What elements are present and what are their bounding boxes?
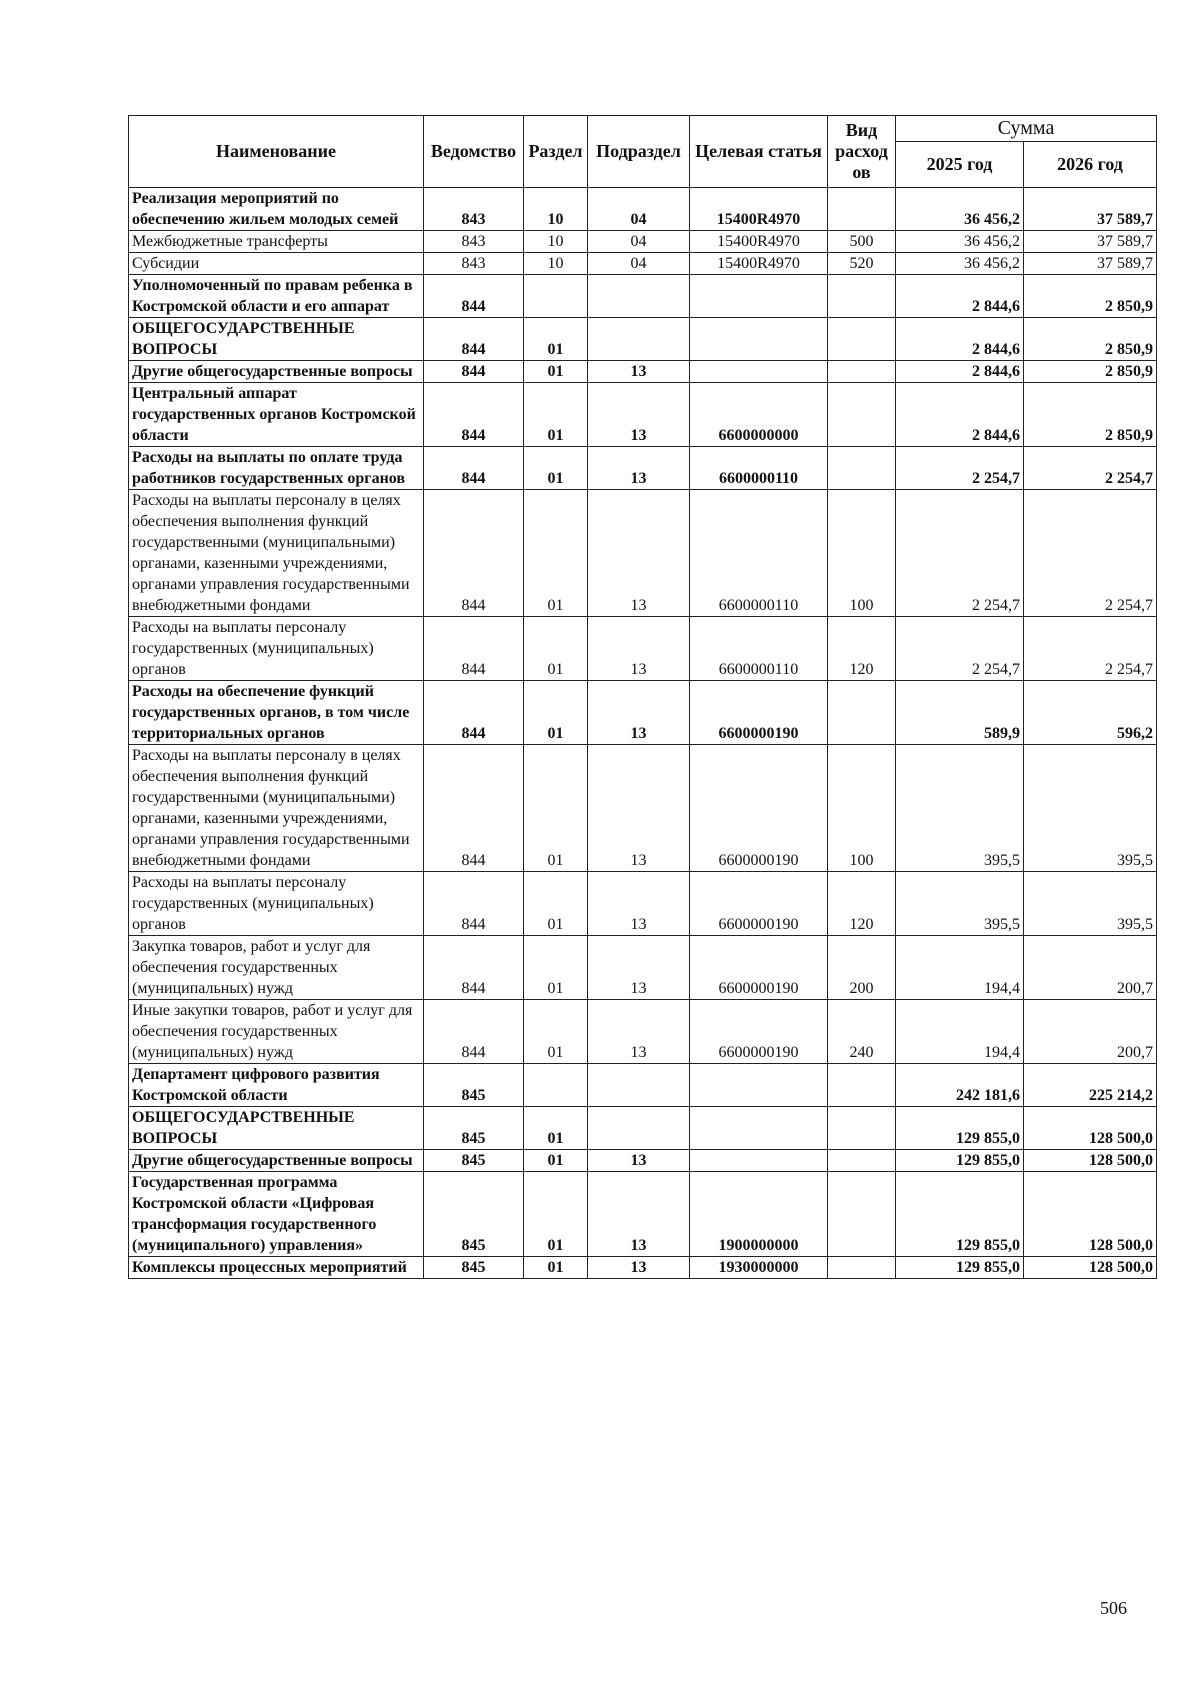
cell-section: [524, 275, 588, 318]
table-row: [129, 1000, 1157, 1064]
cell-name: Государственная программа Костромской области «Цифровая трансформация государственного (муниципального) управления»: [129, 1172, 424, 1257]
cell-dept: 845: [424, 1107, 524, 1150]
cell-section: 01: [524, 681, 588, 745]
cell-sum-2026: 128 500,0: [1024, 1172, 1157, 1257]
table-row: [129, 1150, 1157, 1172]
cell-sum-2026: 2 850,9: [1024, 275, 1157, 318]
cell-subsection: 04: [588, 231, 690, 253]
cell-expense-type: 500: [828, 231, 896, 253]
cell-target: 1900000000: [690, 1172, 828, 1257]
cell-sum-2026: 225 214,2: [1024, 1064, 1157, 1107]
table-row: [129, 1257, 1157, 1279]
cell-sum-2026: 37 589,7: [1024, 188, 1157, 231]
cell-section: 01: [524, 617, 588, 681]
cell-name: Расходы на выплаты по оплате труда работников государственных органов: [129, 447, 424, 490]
cell-expense-type: 200: [828, 936, 896, 1000]
cell-sum-2026: 37 589,7: [1024, 253, 1157, 275]
cell-section: 01: [524, 936, 588, 1000]
cell-sum-2025: 2 254,7: [896, 447, 1024, 490]
cell-sum-2026: 2 254,7: [1024, 617, 1157, 681]
cell-name: Комплексы процессных мероприятий: [129, 1257, 424, 1279]
cell-name: Расходы на выплаты персоналу государственных (муниципальных) органов: [129, 872, 424, 936]
header-section: Раздел: [524, 116, 588, 188]
cell-name: ОБЩЕГОСУДАРСТВЕННЫЕ ВОПРОСЫ: [129, 318, 424, 361]
cell-dept: 844: [424, 383, 524, 447]
header-year-2025: 2025 год: [896, 142, 1024, 188]
table-row: [129, 383, 1157, 447]
cell-target: 6600000110: [690, 617, 828, 681]
cell-sum-2025: 129 855,0: [896, 1172, 1024, 1257]
cell-sum-2025: 2 254,7: [896, 490, 1024, 617]
cell-section: 10: [524, 253, 588, 275]
cell-target: [690, 1150, 828, 1172]
cell-name: Межбюджетные трансферты: [129, 231, 424, 253]
table-header: [129, 116, 1157, 188]
cell-target: 6600000110: [690, 447, 828, 490]
cell-dept: 843: [424, 188, 524, 231]
cell-section: 01: [524, 490, 588, 617]
cell-name: Уполномоченный по правам ребенка в Костромской области и его аппарат: [129, 275, 424, 318]
table-row: [129, 275, 1157, 318]
cell-sum-2026: 2 254,7: [1024, 490, 1157, 617]
table-row: [129, 745, 1157, 872]
cell-target: 6600000190: [690, 681, 828, 745]
cell-target: [690, 361, 828, 383]
cell-expense-type: 100: [828, 490, 896, 617]
header-name: Наименование: [129, 116, 424, 188]
cell-subsection: [588, 1107, 690, 1150]
table-row: [129, 361, 1157, 383]
cell-dept: 844: [424, 681, 524, 745]
cell-target: 1930000000: [690, 1257, 828, 1279]
cell-dept: 844: [424, 361, 524, 383]
cell-sum-2026: 200,7: [1024, 936, 1157, 1000]
cell-expense-type: 240: [828, 1000, 896, 1064]
cell-section: 01: [524, 318, 588, 361]
cell-subsection: 13: [588, 1150, 690, 1172]
cell-name: Реализация мероприятий по обеспечению жильем молодых семей: [129, 188, 424, 231]
cell-expense-type: [828, 1172, 896, 1257]
cell-section: 01: [524, 1000, 588, 1064]
cell-dept: 844: [424, 617, 524, 681]
table-row: [129, 253, 1157, 275]
cell-target: 6600000190: [690, 1000, 828, 1064]
cell-dept: 845: [424, 1172, 524, 1257]
cell-sum-2025: 36 456,2: [896, 253, 1024, 275]
cell-subsection: 04: [588, 188, 690, 231]
table-row: [129, 231, 1157, 253]
cell-target: 6600000190: [690, 872, 828, 936]
header-expense-type: Вид расход ов: [828, 116, 896, 188]
cell-subsection: 13: [588, 447, 690, 490]
cell-sum-2025: 194,4: [896, 936, 1024, 1000]
header-sum: Сумма: [896, 116, 1157, 142]
cell-sum-2025: 395,5: [896, 745, 1024, 872]
cell-name: Департамент цифрового развития Костромской области: [129, 1064, 424, 1107]
cell-section: 01: [524, 745, 588, 872]
cell-dept: 844: [424, 490, 524, 617]
cell-dept: 844: [424, 872, 524, 936]
table-body: [129, 188, 1157, 1279]
cell-target: 6600000110: [690, 490, 828, 617]
cell-subsection: [588, 318, 690, 361]
cell-subsection: 13: [588, 872, 690, 936]
cell-section: 10: [524, 188, 588, 231]
cell-target: 6600000190: [690, 745, 828, 872]
cell-name: Расходы на выплаты персоналу в целях обеспечения выполнения функций государственными (муниципальными) органами, казенными учреждениями, органами управления государственными внебюджетными фондами: [129, 745, 424, 872]
cell-subsection: 04: [588, 253, 690, 275]
cell-target: 6600000190: [690, 936, 828, 1000]
cell-subsection: 13: [588, 383, 690, 447]
cell-dept: 844: [424, 1000, 524, 1064]
cell-target: [690, 1107, 828, 1150]
cell-target: 15400R4970: [690, 231, 828, 253]
cell-name: Расходы на выплаты персоналу государственных (муниципальных) органов: [129, 617, 424, 681]
table-row: [129, 617, 1157, 681]
cell-section: 01: [524, 383, 588, 447]
page-number: 506: [1100, 1598, 1127, 1618]
cell-sum-2025: 194,4: [896, 1000, 1024, 1064]
cell-name: Другие общегосударственные вопросы: [129, 1150, 424, 1172]
cell-dept: 844: [424, 447, 524, 490]
cell-expense-type: [828, 681, 896, 745]
cell-expense-type: [828, 1107, 896, 1150]
cell-expense-type: [828, 318, 896, 361]
table-row: [129, 188, 1157, 231]
cell-sum-2025: 2 254,7: [896, 617, 1024, 681]
header-dept: Ведомство: [424, 116, 524, 188]
cell-name: ОБЩЕГОСУДАРСТВЕННЫЕ ВОПРОСЫ: [129, 1107, 424, 1150]
cell-sum-2026: 128 500,0: [1024, 1257, 1157, 1279]
cell-subsection: 13: [588, 490, 690, 617]
cell-expense-type: 100: [828, 745, 896, 872]
cell-sum-2026: 596,2: [1024, 681, 1157, 745]
cell-sum-2025: 395,5: [896, 872, 1024, 936]
cell-sum-2025: 2 844,6: [896, 383, 1024, 447]
table-row: [129, 490, 1157, 617]
cell-sum-2026: 395,5: [1024, 745, 1157, 872]
cell-subsection: 13: [588, 617, 690, 681]
cell-name: Другие общегосударственные вопросы: [129, 361, 424, 383]
cell-dept: 844: [424, 745, 524, 872]
header-target: Целевая статья: [690, 116, 828, 188]
cell-sum-2026: 128 500,0: [1024, 1107, 1157, 1150]
cell-section: 01: [524, 361, 588, 383]
cell-sum-2025: 242 181,6: [896, 1064, 1024, 1107]
cell-name: Расходы на выплаты персоналу в целях обеспечения выполнения функций государственными (муниципальными) органами, казенными учреждениями, органами управления государственными внебюджетными фондами: [129, 490, 424, 617]
cell-sum-2025: 2 844,6: [896, 361, 1024, 383]
cell-sum-2026: 2 850,9: [1024, 383, 1157, 447]
header-subsection: Подраздел: [588, 116, 690, 188]
cell-sum-2026: 395,5: [1024, 872, 1157, 936]
cell-subsection: 13: [588, 1172, 690, 1257]
cell-section: 01: [524, 447, 588, 490]
cell-sum-2025: 2 844,6: [896, 275, 1024, 318]
cell-dept: 843: [424, 253, 524, 275]
cell-sum-2026: 200,7: [1024, 1000, 1157, 1064]
cell-sum-2025: 129 855,0: [896, 1107, 1024, 1150]
cell-expense-type: [828, 1064, 896, 1107]
table-row: [129, 936, 1157, 1000]
cell-target: [690, 275, 828, 318]
cell-expense-type: [828, 361, 896, 383]
cell-name: Расходы на обеспечение функций государственных органов, в том числе территориальных органов: [129, 681, 424, 745]
cell-target: 15400R4970: [690, 253, 828, 275]
table-row: [129, 1172, 1157, 1257]
cell-sum-2026: 2 850,9: [1024, 318, 1157, 361]
cell-subsection: [588, 275, 690, 318]
cell-sum-2026: 128 500,0: [1024, 1150, 1157, 1172]
cell-subsection: 13: [588, 361, 690, 383]
cell-dept: 844: [424, 275, 524, 318]
cell-expense-type: [828, 188, 896, 231]
cell-section: 01: [524, 872, 588, 936]
cell-sum-2025: 2 844,6: [896, 318, 1024, 361]
cell-target: 15400R4970: [690, 188, 828, 231]
table-row: [129, 1064, 1157, 1107]
cell-dept: 844: [424, 318, 524, 361]
table-row: [129, 1107, 1157, 1150]
cell-name: Центральный аппарат государственных органов Костромской области: [129, 383, 424, 447]
cell-dept: 845: [424, 1064, 524, 1107]
cell-subsection: 13: [588, 1000, 690, 1064]
cell-name: Субсидии: [129, 253, 424, 275]
cell-section: 01: [524, 1150, 588, 1172]
budget-table: [128, 115, 1157, 1279]
cell-sum-2026: 2 254,7: [1024, 447, 1157, 490]
cell-dept: 843: [424, 231, 524, 253]
cell-section: 01: [524, 1107, 588, 1150]
table-row: [129, 681, 1157, 745]
cell-section: [524, 1064, 588, 1107]
cell-dept: 845: [424, 1150, 524, 1172]
cell-section: 01: [524, 1257, 588, 1279]
cell-target: [690, 318, 828, 361]
cell-expense-type: 120: [828, 872, 896, 936]
cell-target: [690, 1064, 828, 1107]
cell-target: 6600000000: [690, 383, 828, 447]
cell-expense-type: [828, 1150, 896, 1172]
cell-dept: 845: [424, 1257, 524, 1279]
cell-expense-type: [828, 1257, 896, 1279]
cell-subsection: [588, 1064, 690, 1107]
table-row: [129, 872, 1157, 936]
cell-subsection: 13: [588, 745, 690, 872]
cell-subsection: 13: [588, 1257, 690, 1279]
cell-expense-type: 120: [828, 617, 896, 681]
cell-subsection: 13: [588, 936, 690, 1000]
cell-expense-type: [828, 383, 896, 447]
cell-subsection: 13: [588, 681, 690, 745]
table-row: [129, 318, 1157, 361]
header-year-2026: 2026 год: [1024, 142, 1157, 188]
cell-name: Закупка товаров, работ и услуг для обеспечения государственных (муниципальных) нужд: [129, 936, 424, 1000]
cell-sum-2026: 2 850,9: [1024, 361, 1157, 383]
cell-expense-type: 520: [828, 253, 896, 275]
table-row: [129, 447, 1157, 490]
cell-sum-2025: 129 855,0: [896, 1150, 1024, 1172]
cell-sum-2026: 37 589,7: [1024, 231, 1157, 253]
cell-sum-2025: 589,9: [896, 681, 1024, 745]
cell-name: Иные закупки товаров, работ и услуг для обеспечения государственных (муниципальных) нужд: [129, 1000, 424, 1064]
cell-section: 01: [524, 1172, 588, 1257]
cell-dept: 844: [424, 936, 524, 1000]
cell-expense-type: [828, 447, 896, 490]
cell-sum-2025: 36 456,2: [896, 188, 1024, 231]
cell-sum-2025: 129 855,0: [896, 1257, 1024, 1279]
cell-section: 10: [524, 231, 588, 253]
cell-sum-2025: 36 456,2: [896, 231, 1024, 253]
cell-expense-type: [828, 275, 896, 318]
